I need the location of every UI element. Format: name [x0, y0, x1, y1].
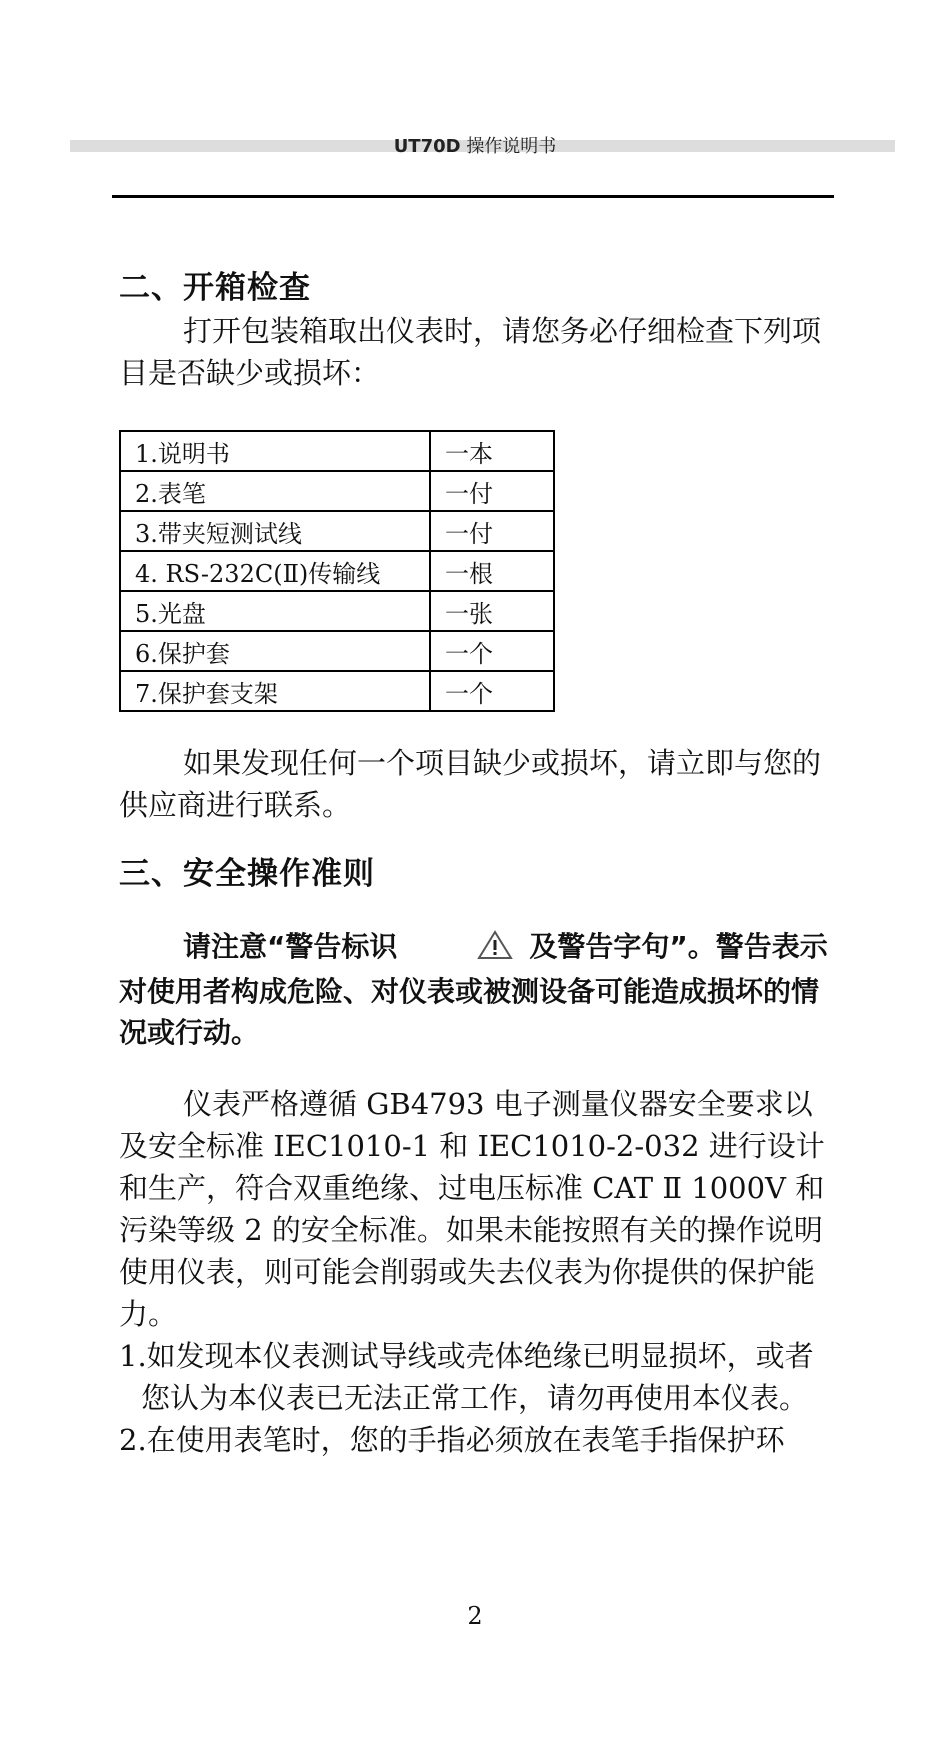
warning-triangle-icon	[413, 930, 513, 971]
missing-items-note: 如果发现任何一个项目缺少或损坏，请立即与您的供应商进行联系。	[119, 746, 822, 822]
item-qty-cell: 一付	[430, 511, 554, 551]
item-qty-cell: 一张	[430, 591, 554, 631]
package-items-table	[119, 430, 555, 712]
item-name-cell: 4. RS-232C(Ⅱ)传输线	[120, 551, 430, 591]
table-row	[120, 591, 554, 631]
page-number: 2	[467, 1602, 483, 1630]
item-qty-cell: 一付	[430, 471, 554, 511]
item-name-cell: 5.光盘	[120, 591, 430, 631]
warning-paragraph	[119, 926, 829, 1053]
model-code: UT70D	[393, 136, 461, 157]
table-row	[120, 431, 554, 471]
table-row	[120, 671, 554, 711]
safety-rule-1: 1.如发现本仪表测试导线或壳体绝缘已明显损坏，或者您认为本仪表已无法正常工作，请勿再使用本仪表。	[119, 1339, 814, 1415]
safety-standards-paragraph: 仪表严格遵循 GB4793 电子测量仪器安全要求以及安全标准 IEC1010-1 和 IEC1010-2-032 进行设计和生产，符合双重绝缘、过电压标准 CAT Ⅱ 1000V 和污染等级 2 的安全标准。如果未能按照有关的操作说明使用仪表，则可能会削弱或失去仪表为你提供的保护能力。	[119, 1087, 825, 1331]
item-name-cell: 2.表笔	[120, 471, 430, 511]
warning-rest: 及警告字句”。警告表示对使用者构成危险、对仪表或被测设备可能造成损坏的情况或行动。	[119, 930, 828, 1049]
item-name-cell: 1.说明书	[120, 431, 430, 471]
page-content	[119, 266, 829, 1461]
item-qty-cell: 一本	[430, 431, 554, 471]
item-name-cell: 3.带夹短测试线	[120, 511, 430, 551]
header-rule	[112, 195, 834, 198]
manual-title: 操作说明书	[466, 136, 557, 157]
table-row	[120, 471, 554, 511]
item-qty-cell: 一个	[430, 671, 554, 711]
item-qty-cell: 一根	[430, 551, 554, 591]
header-title	[0, 132, 950, 158]
section-3-title: 三、安全操作准则	[119, 856, 375, 892]
table-row	[120, 551, 554, 591]
warning-prefix: 请注意“警告标识	[183, 930, 398, 963]
item-name-cell: 6.保护套	[120, 631, 430, 671]
section-2-intro: 打开包装箱取出仪表时，请您务必仔细检查下列项目是否缺少或损坏：	[119, 314, 822, 390]
table-row	[120, 631, 554, 671]
item-name-cell: 7.保护套支架	[120, 671, 430, 711]
item-qty-cell: 一个	[430, 631, 554, 671]
table-row	[120, 511, 554, 551]
safety-rule-2: 2.在使用表笔时，您的手指必须放在表笔手指保护环	[119, 1423, 785, 1457]
section-2-title: 二、开箱检查	[119, 270, 311, 306]
